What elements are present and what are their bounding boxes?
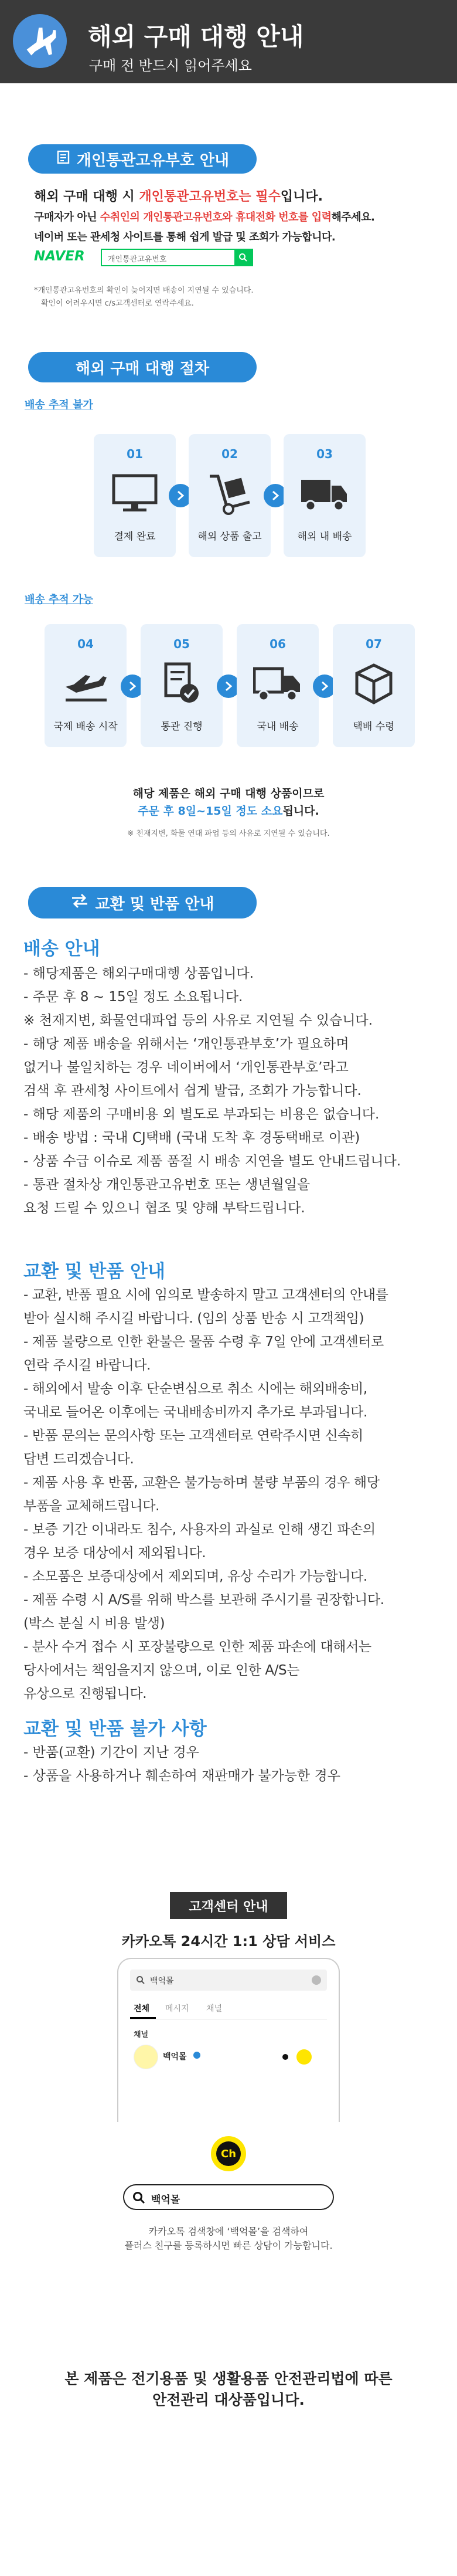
service-desc2: 플러스 친구를 등록하시면 빠른 상담이 가능합니다. [124, 2240, 333, 2251]
step-label: 결제 완료 [114, 531, 156, 543]
truck-icon [284, 472, 366, 516]
list-item: 없거나 불일치하는 경우 네이버에서 ‘개인통관부호’라고 [23, 1060, 349, 1075]
customs-line2: 구매자가 아닌 수취인의 개인통관고유번호와 휴대전화 번호를 입력해주세요. [34, 211, 375, 223]
list-item: (박스 분실 시 비용 발생) [23, 1616, 165, 1631]
tab-channel[interactable]: 채널 [206, 2004, 223, 2014]
kakao-channel-logo [211, 2136, 246, 2171]
list-item: 유상으로 진행됩니다. [23, 1686, 147, 1701]
list-item: - 교환, 반품 필요 시에 임의로 발송하지 말고 고객센터의 안내를 [23, 1287, 388, 1303]
list-item: - 주문 후 8 ~ 15일 정도 소요됩니다. [23, 989, 243, 1005]
tab-underline [130, 2017, 156, 2019]
tab-message[interactable]: 메시지 [165, 2004, 189, 2014]
step-number: 01 [127, 447, 143, 461]
impossible-list [23, 1741, 445, 1788]
phone-channel-header: 채널 [134, 2031, 149, 2039]
untrackable-label: 배송 추적 불가 [25, 399, 93, 411]
service-desc1: 카카오톡 검색창에 ‘백억몰’을 검색하여 [148, 2226, 309, 2237]
naver-search-button[interactable] [234, 250, 252, 265]
step-06 [237, 624, 319, 747]
box-icon [333, 662, 415, 706]
list-item: - 반품(교환) 기간이 지난 경우 [23, 1745, 199, 1760]
list-item: - 상품을 사용하거나 훼손하여 재판매가 불가능한 경우 [23, 1768, 340, 1784]
list-item: - 분사 수거 접수 시 포장불량으로 인한 제품 파손에 대해서는 [23, 1639, 371, 1655]
receipt-icon [56, 150, 71, 169]
naver-search-box[interactable] [101, 249, 253, 266]
delivery-truck-icon [237, 662, 319, 706]
procedure-notice2: 주문 후 8일~15일 정도 소요됩니다. [138, 805, 319, 818]
step-04 [45, 624, 127, 747]
exchange-arrows-icon [71, 893, 88, 913]
delivery-list [23, 962, 445, 1220]
phone-search-bar[interactable] [130, 1970, 327, 1991]
list-item: 검색 후 관세청 사이트에서 쉽게 발급, 조회가 가능합니다. [23, 1083, 361, 1099]
tab-all[interactable]: 전체 [134, 2004, 150, 2014]
phone-search-text: 백억몰 [150, 1977, 174, 1986]
trackable-label: 배송 추적 가능 [25, 594, 93, 606]
procedure-notice3: ※ 천재지변, 화물 연대 파업 등의 사유로 지연될 수 있습니다. [127, 829, 330, 838]
phone-tabs [130, 2000, 327, 2019]
naver-logo: NAVER [34, 249, 85, 264]
dot-icon [282, 2054, 288, 2060]
kakao-channel-logo-text: Ch [216, 2141, 241, 2166]
list-item: - 제품 수령 시 A/S를 위해 박스를 보관해 주시기를 권장합니다. [23, 1592, 384, 1608]
customs-line1: 해외 구매 대행 시 개인통관고유번호는 필수입니다. [34, 189, 323, 204]
step-label: 해외 내 배송 [297, 531, 352, 543]
kakao-channel-small-icon[interactable] [296, 2049, 312, 2065]
hand-truck-icon [189, 472, 271, 516]
phone-channel-row[interactable] [130, 2041, 327, 2073]
step-label: 국내 배송 [257, 721, 299, 733]
step-label: 국제 배송 시작 [53, 721, 118, 733]
step-05 [141, 624, 223, 747]
list-item: 연락 주시길 바랍니다. [23, 1358, 151, 1373]
service-badge: 고객센터 안내 [170, 1892, 287, 1919]
list-item: 부품을 교체해드립니다. [23, 1499, 160, 1514]
step-number: 04 [77, 637, 94, 651]
footer-line2: 안전관리 대상품입니다. [152, 2391, 305, 2408]
return-list [23, 1283, 445, 1706]
monitor-icon [94, 472, 176, 516]
list-item: - 배송 방법 : 국내 CJ택배 (국내 도착 후 경동택배로 이관) [23, 1130, 360, 1145]
verified-icon [193, 2052, 200, 2059]
procedure-pill: 해외 구매 대행 절차 [28, 352, 257, 382]
list-item: - 통관 절차상 개인통관고유번호 또는 생년월일을 [23, 1177, 311, 1192]
phone-mockup [117, 1958, 340, 2122]
step-label: 통관 진행 [161, 721, 203, 733]
clear-icon[interactable] [312, 1975, 321, 1985]
list-item: 요청 드릴 수 있으니 협조 및 양해 부탁드립니다. [23, 1201, 305, 1216]
procedure-notice1: 해당 제품은 해외 구매 대행 상품이므로 [132, 787, 325, 800]
list-item: 당사에서는 책임을지지 않으며, 이로 인한 A/S는 [23, 1663, 300, 1678]
document-check-icon [141, 662, 223, 706]
step-number: 05 [173, 637, 190, 651]
list-item: - 상품 수급 이슈로 제품 품절 시 배송 지연을 별도 안내드립니다. [23, 1154, 401, 1169]
naver-search-text: 개인통관고유번호 [108, 255, 167, 264]
step-number: 03 [316, 447, 333, 461]
list-item: - 보증 기간 이내라도 침수, 사용자의 과실로 인해 생긴 파손의 [23, 1522, 376, 1537]
kakao-search-text: 백억몰 [151, 2194, 180, 2206]
list-item: 경우 보증 대상에서 제외됩니다. [23, 1545, 206, 1561]
list-item: - 제품 불량으로 인한 환불은 물품 수령 후 7일 안에 고객센터로 [23, 1334, 384, 1350]
list-item: 받아 실시해 주시길 바랍니다. (임의 상품 반송 시 고객책임) [23, 1311, 364, 1326]
search-icon [132, 2191, 145, 2204]
step-01 [94, 434, 176, 557]
list-item: - 해당제품은 해외구매대행 상품입니다. [23, 966, 254, 981]
exchange-pill-label: 교환 및 반품 안내 [95, 895, 214, 913]
avatar [134, 2045, 158, 2069]
list-item: 답변 드리겠습니다. [23, 1452, 134, 1467]
return-title: 교환 및 반품 안내 [23, 1261, 165, 1282]
service-title: 카카오톡 24시간 1:1 상담 서비스 [121, 1933, 336, 1950]
list-item: ※ 천재지변, 화물연대파업 등의 사유로 지연될 수 있습니다. [23, 1013, 373, 1028]
customs-code-pill-label: 개인통관고유부호 안내 [76, 151, 230, 170]
search-icon [238, 253, 248, 262]
step-number: 02 [221, 447, 238, 461]
airplane-icon [45, 662, 127, 706]
kakao-search-bar[interactable] [123, 2184, 334, 2210]
page-title: 해외 구매 대행 안내 [88, 22, 304, 51]
impossible-title: 교환 및 반품 불가 사항 [23, 1719, 207, 1740]
delivery-title: 배송 안내 [23, 938, 100, 960]
page-subtitle: 구매 전 반드시 읽어주세요 [89, 57, 252, 74]
phone-channel-name: 백억몰 [163, 2052, 187, 2062]
step-number: 06 [270, 637, 286, 651]
footer-line1: 본 제품은 전기용품 및 생활용품 안전관리법에 따른 [64, 2370, 393, 2387]
list-item: - 제품 사용 후 반품, 교환은 불가능하며 불량 부품의 경우 해당 [23, 1475, 380, 1490]
step-07 [333, 624, 415, 747]
step-label: 해외 상품 출고 [197, 531, 262, 543]
step-03 [284, 434, 366, 557]
customs-note1: *개인통관고유번호의 확인이 늦어지면 배송이 지연될 수 있습니다. [34, 286, 254, 295]
customs-code-pill [28, 144, 257, 174]
step-02 [189, 434, 271, 557]
step-number: 07 [366, 637, 382, 651]
list-item: - 해당 제품 배송을 위해서는 ‘개인통관부호’가 필요하며 [23, 1036, 349, 1052]
airplane-logo-icon [13, 14, 67, 68]
list-item: - 반품 문의는 문의사항 또는 고객센터로 연락주시면 신속히 [23, 1428, 363, 1443]
list-item: - 해외에서 발송 이후 단순변심으로 취소 시에는 해외배송비, [23, 1381, 367, 1397]
customs-note2: 확인이 어려우시면 c/s고객센터로 연락주세요. [41, 299, 194, 308]
list-item: 국내로 들어온 이후에는 국내배송비까지 추가로 부과됩니다. [23, 1405, 367, 1420]
customs-line3: 네이버 또는 관세청 사이트를 통해 쉽게 발급 및 조회가 가능합니다. [34, 231, 336, 243]
step-label: 택배 수령 [353, 721, 395, 733]
exchange-pill [28, 887, 257, 918]
list-item: - 소모품은 보증대상에서 제외되며, 유상 수리가 가능합니다. [23, 1569, 367, 1584]
search-icon [136, 1975, 145, 1985]
list-item: - 해당 제품의 구매비용 외 별도로 부과되는 비용은 없습니다. [23, 1107, 380, 1122]
